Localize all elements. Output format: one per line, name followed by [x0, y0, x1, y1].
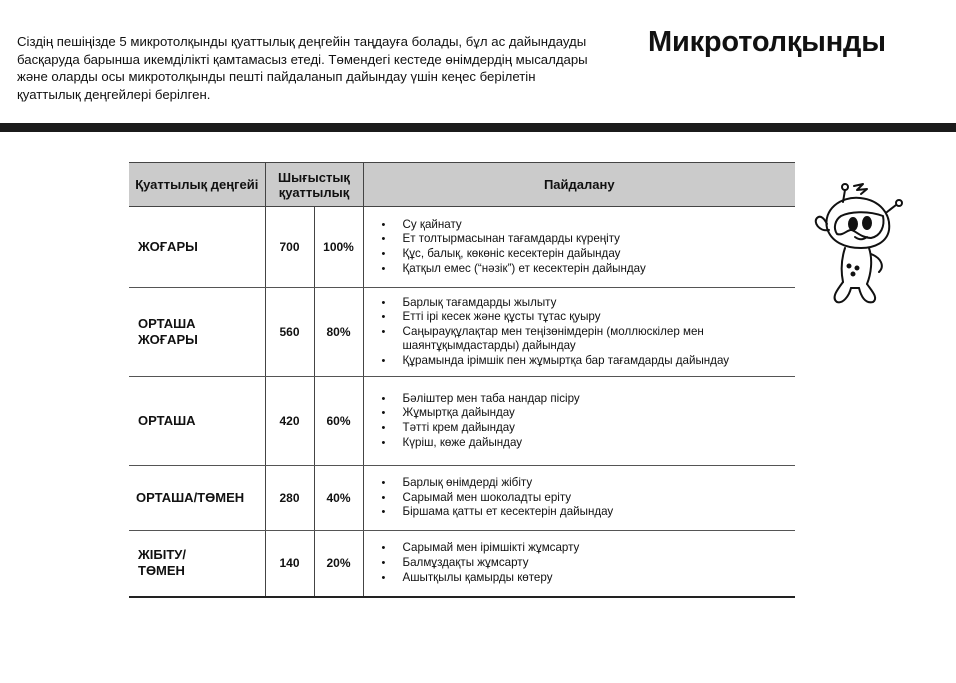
usage-cell: [363, 466, 795, 531]
power-level-label: ЖОҒАРЫ: [138, 239, 198, 254]
list-item: • Саңырауқұлақтар мен теңізөнімдерін (моллюскілер мен шаянтұқымдастарды) дайындау: [382, 325, 796, 354]
usage-list: [382, 296, 796, 369]
power-level-label: ОРТАША/ТӨМЕН: [136, 490, 245, 505]
power-level-label: ЖІБІТУ/: [138, 547, 186, 563]
header-usage: Пайдалану: [363, 163, 795, 207]
table-row: [129, 466, 795, 531]
list-item: • Ет толтырмасынан тағамдарды күреңіту: [382, 232, 796, 247]
list-item: • Күріш, көже дайындау: [382, 436, 796, 451]
usage-list: [382, 476, 796, 520]
cartoon-character-icon: [805, 180, 905, 310]
usage-cell: [363, 288, 795, 377]
power-level-cell: [129, 377, 265, 466]
percent-cell: 40%: [314, 466, 363, 531]
list-item: • Етті ірі кесек және құсты тұтас қуыру: [382, 310, 796, 325]
list-item: • Сарымай мен ірімшікті жұмсарту: [382, 541, 796, 556]
watts-cell: 140: [265, 531, 314, 597]
header-divider: [0, 123, 956, 132]
power-level-table: [129, 162, 795, 598]
list-item: • Жұмыртқа дайындау: [382, 406, 796, 421]
list-item: • Құс, балық, көкөніс кесектерін дайындау: [382, 247, 796, 262]
percent-cell: 20%: [314, 531, 363, 597]
header-power-level: Қуаттылық деңгейі: [129, 163, 265, 207]
page-title: Микротолқынды: [648, 26, 886, 58]
usage-list: [382, 392, 796, 450]
list-item: • Тәтті крем дайындау: [382, 421, 796, 436]
power-level-label: ОРТАША: [138, 413, 196, 428]
table-row: [129, 207, 795, 288]
list-item: • Барлық тағамдарды жылыту: [382, 296, 796, 311]
power-level-label-line2: ЖОҒАРЫ: [138, 332, 198, 347]
table-row: [129, 288, 795, 377]
power-level-label-line2: ТӨМЕН: [138, 563, 185, 579]
watts-cell: 280: [265, 466, 314, 531]
list-item: • Сарымай мен шоколадты еріту: [382, 491, 796, 506]
usage-list: [382, 218, 796, 276]
list-item: • Біршама қатты ет кесектерін дайындау: [382, 505, 796, 520]
power-level-cell: [129, 466, 265, 531]
list-item: • Барлық өнімдерді жібіту: [382, 476, 796, 491]
table-row: [129, 377, 795, 466]
watts-cell: 420: [265, 377, 314, 466]
list-item: • Құрамында ірімшік пен жұмыртқа бар тағамдарды дайындау: [382, 354, 796, 369]
table-row: [129, 531, 795, 597]
usage-list: [382, 541, 796, 585]
list-item: • Бәліштер мен таба нандар пісіру: [382, 392, 796, 407]
intro-paragraph: Сіздің пешіңізде 5 микротолқынды қуаттылық деңгейін таңдауға болады, бұл ас дайындауды басқаруда барынша икемділікті қамтамасыз етеді. Төмендегі кестеде өнімдердің мысалдары және оларды осы микротолқынды пешті пайдаланып дайындау үшін кеңес берілетін қуаттылық деңгейлері берілген.: [17, 34, 588, 102]
power-level-cell: [129, 207, 265, 288]
watts-cell: 560: [265, 288, 314, 377]
power-level-label: ОРТАША: [138, 316, 196, 331]
header-output-power: Шығыстық қуаттылық: [265, 163, 363, 207]
usage-cell: [363, 377, 795, 466]
list-item: • Балмұздақты жұмсарту: [382, 556, 796, 571]
usage-cell: [363, 531, 795, 597]
power-level-cell: [129, 288, 265, 377]
table-header-row: [129, 163, 795, 207]
usage-cell: [363, 207, 795, 288]
percent-cell: 80%: [314, 288, 363, 377]
percent-cell: 100%: [314, 207, 363, 288]
list-item: • Ашытқылы қамырды көтеру: [382, 571, 796, 586]
power-level-cell: [129, 531, 265, 597]
list-item: • Су қайнату: [382, 218, 796, 233]
watts-cell: 700: [265, 207, 314, 288]
list-item: • Қатқыл емес (“нәзік”) ет кесектерін дайындау: [382, 262, 796, 277]
percent-cell: 60%: [314, 377, 363, 466]
